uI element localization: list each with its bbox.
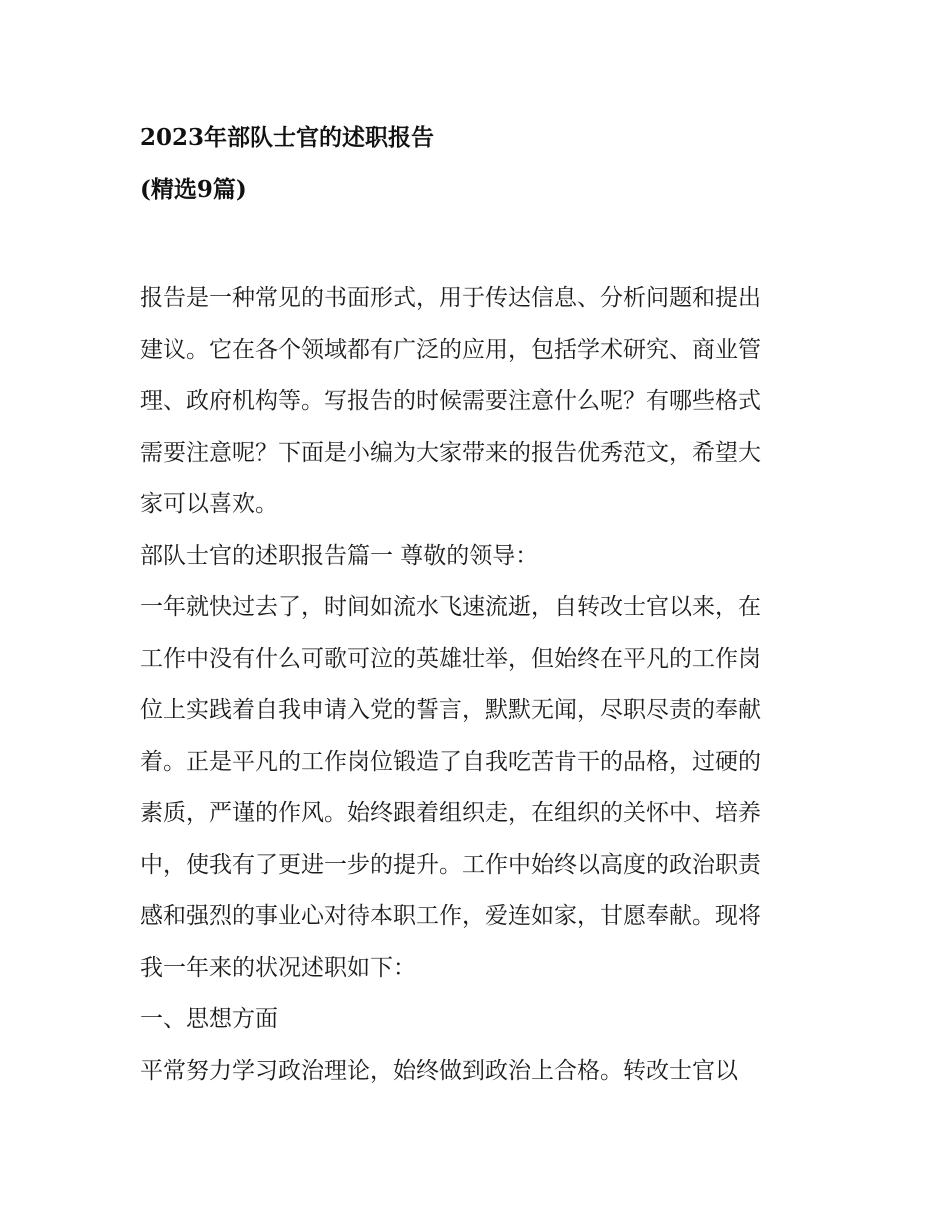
body-line: 建议。它在各个领域都有广泛的应用，包括学术研究、商业管 (140, 336, 761, 363)
body-line: 工作中没有什么可歌可泣的英雄壮举，但始终在平凡的工作岗 (140, 645, 761, 672)
body-line: 感和强烈的事业心对待本职工作，爱连如家，甘愿奉献。现将 (140, 903, 761, 929)
title-line: 2023年部队士官的述职报告 (140, 124, 435, 151)
body-line: 我一年来的状况述职如下： (140, 954, 416, 981)
body-line: 理、政府机构等。写报告的时候需要注意什么呢？有哪些格式 (140, 388, 761, 414)
body-line: 报告是一种常见的书面形式，用于传达信息、分析问题和提出 (140, 285, 761, 311)
body-line: 位上实践着自我申请入党的誓言，默默无闻，尽职尽责的奉献 (140, 697, 761, 723)
body-line: 素质，严谨的作风。始终跟着组织走，在组织的关怀中、培养 (140, 800, 761, 826)
title-line: (精选9篇) (140, 175, 247, 203)
document-body (140, 273, 820, 1097)
section-heading: 部队士官的述职报告篇一 尊敬的领导： (140, 542, 539, 569)
body-line: 家可以喜欢。 (140, 491, 278, 517)
body-line: 一年就快过去了，时间如流水飞速流逝，自转改士官以来，在 (140, 594, 761, 620)
body-line: 需要注意呢？下面是小编为大家带来的报告优秀范文，希望大 (140, 439, 761, 466)
subsection-heading: 一、思想方面 (140, 1006, 278, 1032)
document-title (140, 112, 820, 215)
body-line: 平常努力学习政治理论，始终做到政治上合格。转改士官以 (140, 1057, 738, 1084)
body-line: 着。正是平凡的工作岗位锻造了自我吃苦肯干的品格，过硬的 (140, 748, 761, 775)
body-line: 中，使我有了更进一步的提升。工作中始终以高度的政治职责 (140, 851, 761, 878)
